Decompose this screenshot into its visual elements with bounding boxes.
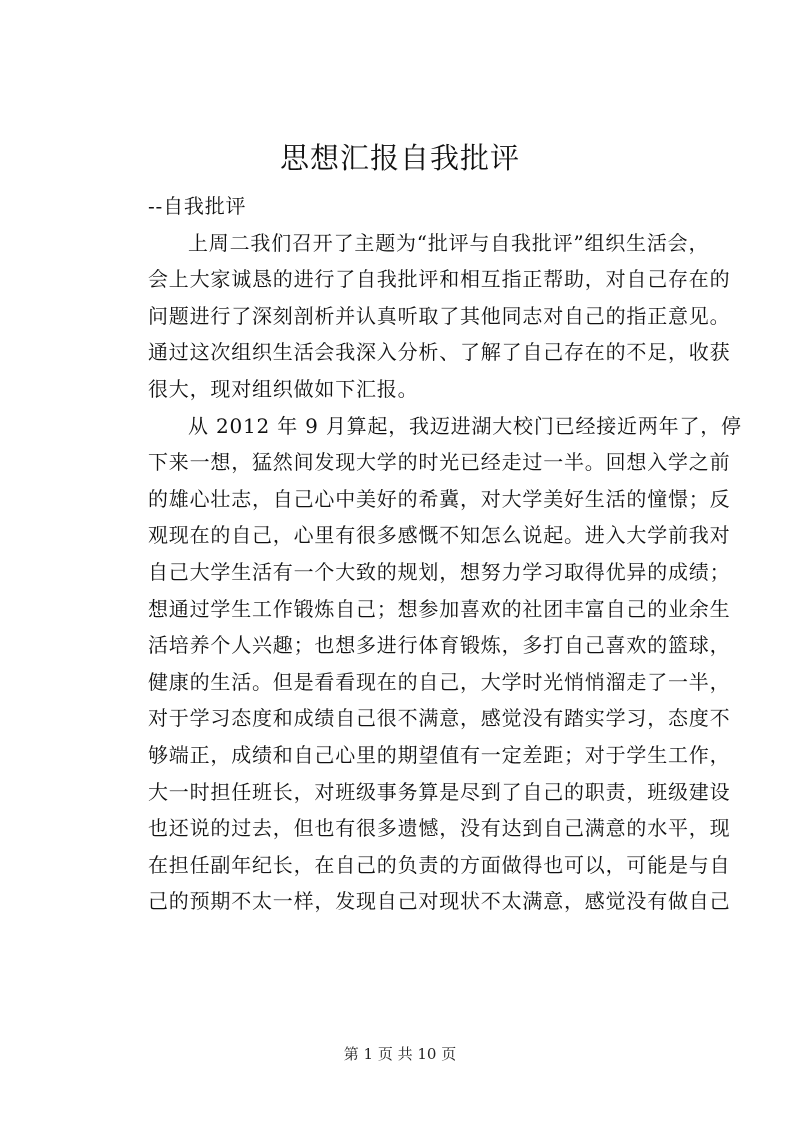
paragraph-1 bbox=[108, 225, 731, 408]
paragraph-line: 够端正，成绩和自己心里的期望值有一定差距；对于学生工作， bbox=[148, 742, 731, 767]
paragraph-line: 的雄心壮志，自己心中美好的希冀，对大学美好生活的憧憬；反 bbox=[148, 486, 731, 511]
paragraph-line: 大一时担任班长，对班级事务算是尽到了自己的职责，班级建设 bbox=[148, 779, 731, 804]
paragraph-line: 观现在的自己，心里有很多感慨不知怎么说起。进入大学前我对 bbox=[148, 523, 731, 548]
paragraph-line: 很大，现对组织做如下汇报。 bbox=[148, 376, 419, 401]
paragraph-line: 健康的生活。但是看看现在的自己，大学时光悄悄溜走了一半， bbox=[148, 669, 731, 694]
paragraph-line: 对于学习态度和成绩自己很不满意，感觉没有踏实学习，态度不 bbox=[148, 706, 731, 731]
paragraph-line: 在担任副年纪长，在自己的负责的方面做得也可以，可能是与自 bbox=[148, 852, 731, 877]
paragraph-line: 会上大家诚恳的进行了自我批评和相互指正帮助，对自己存在的 bbox=[148, 267, 731, 292]
page-number-footer: 第 1 页 共 10 页 bbox=[343, 1045, 457, 1063]
paragraph-2 bbox=[108, 408, 742, 920]
paragraph-line: 活培养个人兴趣；也想多进行体育锻炼，多打自己喜欢的篮球， bbox=[148, 633, 731, 658]
paragraph-line: 通过这次组织生活会我深入分析、了解了自己存在的不足，收获 bbox=[148, 340, 731, 365]
paragraph-line: 从 2012 年 9 月算起，我迈进湖大校门已经接近两年了，停 bbox=[188, 413, 742, 438]
paragraph-line: 问题进行了深刻剖析并认真听取了其他同志对自己的指正意见。 bbox=[148, 303, 731, 328]
document-body bbox=[108, 188, 742, 920]
paragraph-line: 想通过学生工作锻炼自己；想参加喜欢的社团丰富自己的业余生 bbox=[148, 596, 731, 621]
paragraph-line: 也还说的过去，但也有很多遗憾，没有达到自己满意的水平，现 bbox=[148, 816, 731, 841]
paragraph-line: 上周二我们召开了主题为“批评与自我批评”组织生活会， bbox=[188, 230, 710, 255]
paragraph-line: 自己大学生活有一个大致的规划，想努力学习取得优异的成绩； bbox=[148, 559, 731, 584]
document-subtitle: --自我批评 bbox=[148, 194, 247, 218]
paragraph-line: 下来一想，猛然间发现大学的时光已经走过一半。回想入学之前 bbox=[148, 450, 731, 475]
document-title: 思想汇报自我批评 bbox=[279, 141, 520, 175]
paragraph-line: 己的预期不太一样，发现自己对现状不太满意，感觉没有做自己 bbox=[148, 889, 731, 914]
